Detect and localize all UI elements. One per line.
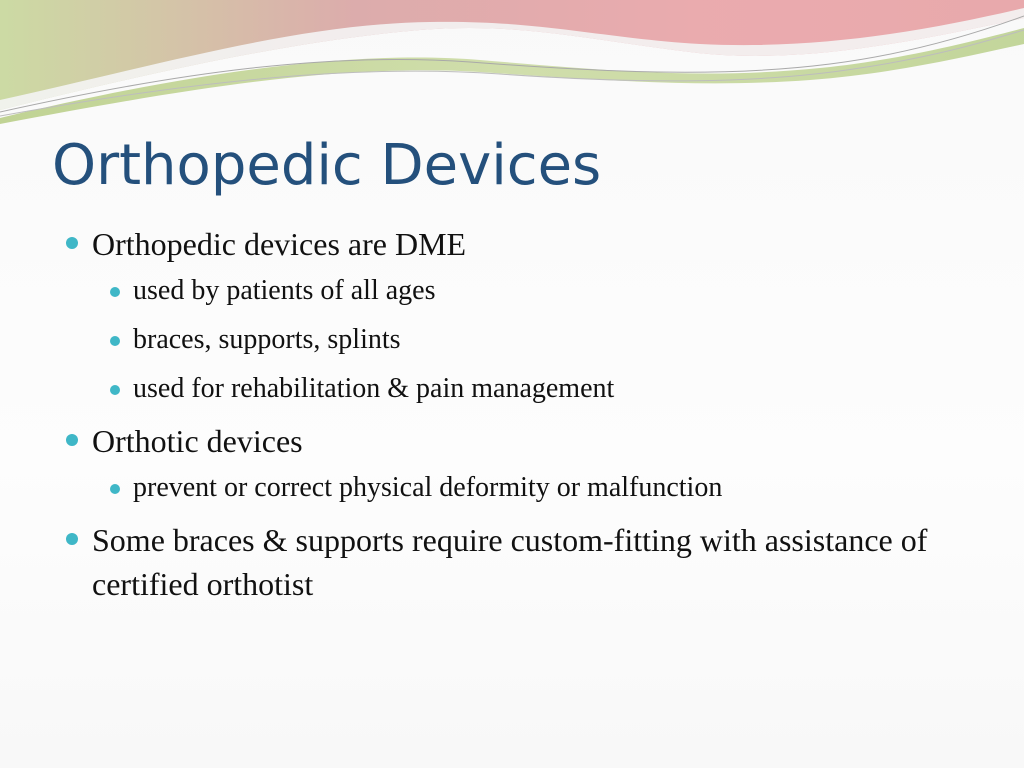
bullet-dot-icon (110, 385, 120, 395)
bullet-dot-icon (66, 533, 78, 545)
bullet-text: used by patients of all ages (133, 275, 436, 306)
bullet-text: Orthopedic devices are DME (92, 226, 467, 262)
bullet-dot-icon (66, 237, 78, 249)
bullet-dot-icon (66, 434, 78, 446)
bullet-item-level2 (62, 272, 962, 310)
bullet-dot-icon (110, 287, 120, 297)
bullet-item-level2 (62, 321, 962, 359)
decorative-wave-header (0, 0, 1024, 130)
bullet-item-level2 (62, 370, 962, 408)
bullet-item-level1 (62, 518, 962, 606)
bullet-text: Orthotic devices (92, 423, 303, 459)
bullet-text: prevent or correct physical deformity or malfunction (133, 472, 723, 503)
slide-title: Orthopedic Devices (52, 133, 602, 198)
bullet-dot-icon (110, 484, 120, 494)
bullet-dot-icon (110, 336, 120, 346)
bullet-item-level1 (62, 419, 962, 463)
bullet-item-level2 (62, 469, 962, 507)
bullet-text: braces, supports, splints (133, 324, 401, 355)
bullet-text: used for rehabilitation & pain management (133, 373, 615, 404)
bullet-text: Some braces & supports require custom-fitting with assistance of certified orthotist (92, 522, 928, 602)
bullet-list (62, 222, 962, 612)
bullet-item-level1 (62, 222, 962, 266)
